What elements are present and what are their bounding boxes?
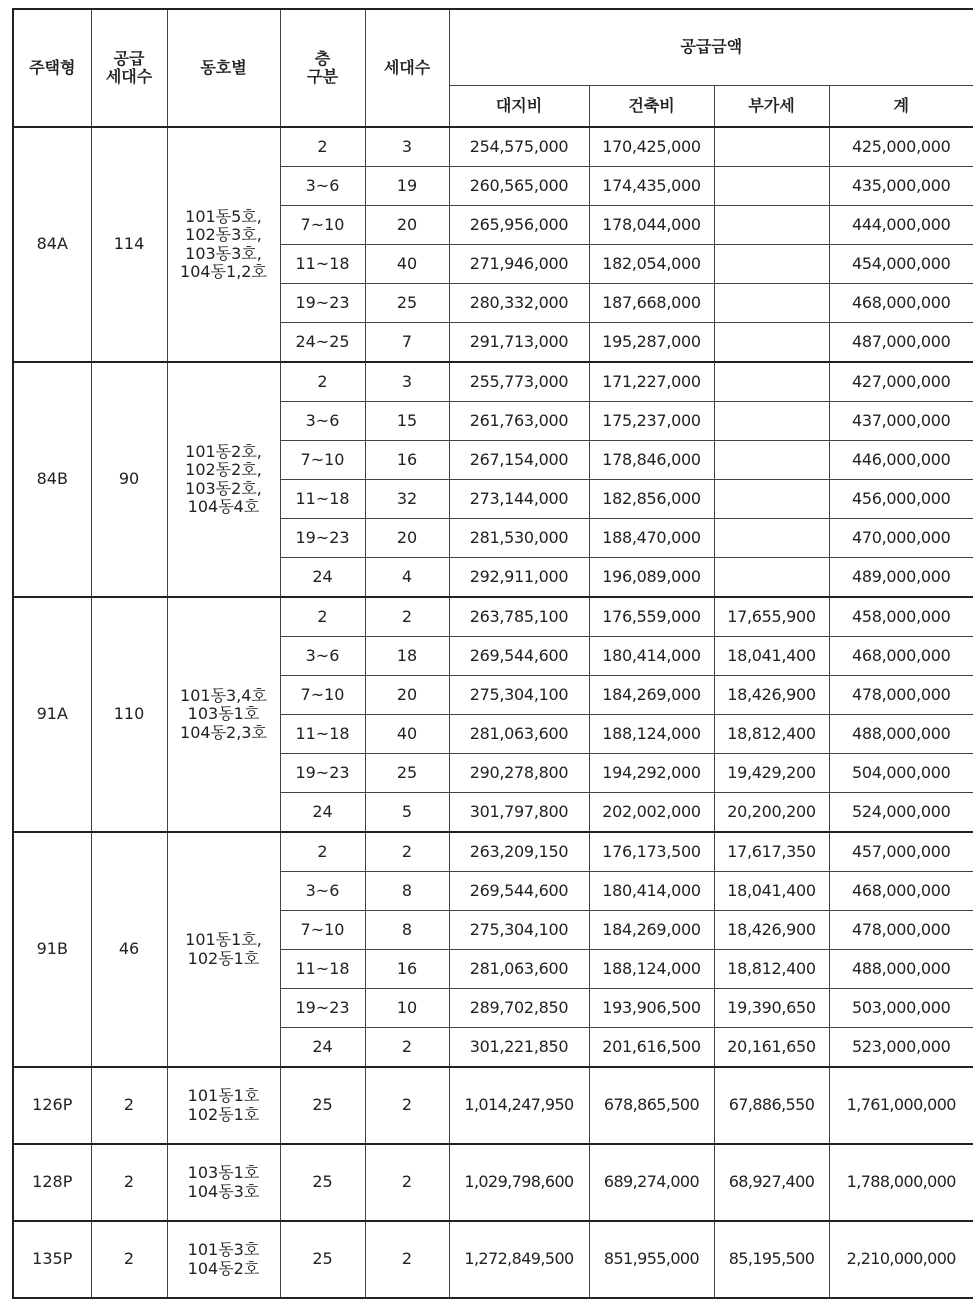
cell-building: 689,274,000 (589, 1144, 714, 1221)
cell-building: 194,292,000 (589, 754, 714, 793)
cell-total: 470,000,000 (829, 519, 973, 558)
cell-vat: 17,617,350 (714, 832, 829, 872)
cell-building: 174,435,000 (589, 167, 714, 206)
cell-units: 7 (365, 323, 449, 363)
cell-vat: 18,812,400 (714, 715, 829, 754)
header-vat: 부가세 (714, 86, 829, 128)
cell-units: 18 (365, 637, 449, 676)
cell-units: 4 (365, 558, 449, 598)
cell-vat (714, 362, 829, 402)
cell-land: 255,773,000 (449, 362, 589, 402)
cell-land: 281,530,000 (449, 519, 589, 558)
header-total: 계 (829, 86, 973, 128)
cell-supply-units: 2 (91, 1067, 167, 1144)
cell-building: 201,616,500 (589, 1028, 714, 1068)
cell-land: 260,565,000 (449, 167, 589, 206)
cell-total: 456,000,000 (829, 480, 973, 519)
cell-land: 281,063,600 (449, 950, 589, 989)
cell-total: 524,000,000 (829, 793, 973, 833)
cell-building: 178,044,000 (589, 206, 714, 245)
cell-floor: 24~25 (280, 323, 365, 363)
cell-building: 170,425,000 (589, 127, 714, 167)
cell-type: 91A (13, 597, 91, 832)
cell-vat: 18,426,900 (714, 676, 829, 715)
cell-total: 488,000,000 (829, 950, 973, 989)
cell-dong-ho: 101동3,4호 103동1호 104동2,3호 (167, 597, 280, 832)
cell-total: 1,761,000,000 (829, 1067, 973, 1144)
cell-supply-units: 46 (91, 832, 167, 1067)
cell-total: 468,000,000 (829, 284, 973, 323)
cell-building: 184,269,000 (589, 911, 714, 950)
cell-building: 182,856,000 (589, 480, 714, 519)
cell-dong-ho: 101동3호 104동2호 (167, 1221, 280, 1298)
cell-vat: 85,195,500 (714, 1221, 829, 1298)
cell-building: 176,173,500 (589, 832, 714, 872)
cell-units: 25 (365, 754, 449, 793)
cell-floor: 3~6 (280, 402, 365, 441)
table-body (13, 127, 973, 1298)
cell-floor: 7~10 (280, 676, 365, 715)
cell-building: 193,906,500 (589, 989, 714, 1028)
cell-total: 427,000,000 (829, 362, 973, 402)
cell-land: 265,956,000 (449, 206, 589, 245)
cell-floor: 19~23 (280, 284, 365, 323)
cell-floor: 19~23 (280, 989, 365, 1028)
cell-total: 457,000,000 (829, 832, 973, 872)
cell-building: 187,668,000 (589, 284, 714, 323)
cell-vat (714, 402, 829, 441)
cell-dong-ho: 101동2호, 102동2호, 103동2호, 104동4호 (167, 362, 280, 597)
cell-vat: 18,041,400 (714, 637, 829, 676)
cell-building: 188,124,000 (589, 715, 714, 754)
cell-building: 851,955,000 (589, 1221, 714, 1298)
cell-vat: 67,886,550 (714, 1067, 829, 1144)
cell-vat (714, 245, 829, 284)
cell-units: 3 (365, 127, 449, 167)
header-dong-ho: 동호별 (167, 9, 280, 127)
cell-total: 446,000,000 (829, 441, 973, 480)
cell-vat (714, 441, 829, 480)
cell-total: 478,000,000 (829, 911, 973, 950)
cell-vat (714, 558, 829, 598)
cell-total: 425,000,000 (829, 127, 973, 167)
cell-building: 188,470,000 (589, 519, 714, 558)
cell-building: 182,054,000 (589, 245, 714, 284)
cell-units: 20 (365, 676, 449, 715)
cell-land: 301,221,850 (449, 1028, 589, 1068)
cell-floor: 25 (280, 1221, 365, 1298)
cell-building: 195,287,000 (589, 323, 714, 363)
cell-vat: 18,426,900 (714, 911, 829, 950)
cell-total: 437,000,000 (829, 402, 973, 441)
table-row (13, 127, 973, 167)
cell-vat: 19,390,650 (714, 989, 829, 1028)
cell-floor: 2 (280, 362, 365, 402)
cell-floor: 2 (280, 832, 365, 872)
cell-floor: 11~18 (280, 950, 365, 989)
cell-vat: 18,041,400 (714, 872, 829, 911)
table-row (13, 1067, 973, 1144)
cell-total: 454,000,000 (829, 245, 973, 284)
table-row (13, 597, 973, 637)
header-land: 대지비 (449, 86, 589, 128)
price-table-container (12, 8, 973, 1299)
cell-building: 184,269,000 (589, 676, 714, 715)
cell-building: 202,002,000 (589, 793, 714, 833)
cell-total: 487,000,000 (829, 323, 973, 363)
cell-units: 2 (365, 1028, 449, 1068)
cell-units: 32 (365, 480, 449, 519)
cell-land: 271,946,000 (449, 245, 589, 284)
cell-land: 263,785,100 (449, 597, 589, 637)
cell-land: 290,278,800 (449, 754, 589, 793)
cell-land: 273,144,000 (449, 480, 589, 519)
cell-units: 2 (365, 1067, 449, 1144)
cell-type: 84A (13, 127, 91, 362)
cell-building: 171,227,000 (589, 362, 714, 402)
table-row (13, 362, 973, 402)
cell-floor: 11~18 (280, 480, 365, 519)
cell-floor: 2 (280, 127, 365, 167)
cell-floor: 24 (280, 558, 365, 598)
header-floor: 층 구분 (280, 9, 365, 127)
cell-floor: 11~18 (280, 715, 365, 754)
cell-land: 269,544,600 (449, 872, 589, 911)
cell-floor: 2 (280, 597, 365, 637)
cell-total: 468,000,000 (829, 872, 973, 911)
cell-land: 261,763,000 (449, 402, 589, 441)
cell-land: 269,544,600 (449, 637, 589, 676)
cell-units: 25 (365, 284, 449, 323)
cell-vat (714, 206, 829, 245)
header-type: 주택형 (13, 9, 91, 127)
cell-units: 10 (365, 989, 449, 1028)
cell-land: 263,209,150 (449, 832, 589, 872)
cell-type: 135P (13, 1221, 91, 1298)
cell-units: 2 (365, 832, 449, 872)
cell-units: 40 (365, 715, 449, 754)
cell-floor: 19~23 (280, 754, 365, 793)
cell-total: 444,000,000 (829, 206, 973, 245)
cell-building: 175,237,000 (589, 402, 714, 441)
cell-vat: 68,927,400 (714, 1144, 829, 1221)
cell-type: 84B (13, 362, 91, 597)
cell-units: 5 (365, 793, 449, 833)
header-supply-units: 공급 세대수 (91, 9, 167, 127)
cell-land: 275,304,100 (449, 676, 589, 715)
cell-floor: 24 (280, 1028, 365, 1068)
cell-land: 1,014,247,950 (449, 1067, 589, 1144)
cell-building: 180,414,000 (589, 872, 714, 911)
cell-type: 126P (13, 1067, 91, 1144)
cell-floor: 7~10 (280, 206, 365, 245)
cell-vat: 20,200,200 (714, 793, 829, 833)
table-row (13, 1221, 973, 1298)
cell-units: 8 (365, 872, 449, 911)
cell-units: 16 (365, 441, 449, 480)
cell-land: 1,272,849,500 (449, 1221, 589, 1298)
cell-floor: 19~23 (280, 519, 365, 558)
cell-building: 180,414,000 (589, 637, 714, 676)
table-row (13, 1144, 973, 1221)
cell-land: 291,713,000 (449, 323, 589, 363)
cell-total: 478,000,000 (829, 676, 973, 715)
cell-units: 40 (365, 245, 449, 284)
cell-vat (714, 127, 829, 167)
cell-units: 20 (365, 519, 449, 558)
cell-vat: 17,655,900 (714, 597, 829, 637)
cell-total: 523,000,000 (829, 1028, 973, 1068)
cell-units: 2 (365, 1221, 449, 1298)
cell-units: 15 (365, 402, 449, 441)
cell-vat (714, 284, 829, 323)
header-amount: 공급금액 (449, 9, 973, 86)
cell-total: 504,000,000 (829, 754, 973, 793)
cell-supply-units: 114 (91, 127, 167, 362)
cell-units: 2 (365, 597, 449, 637)
cell-vat (714, 519, 829, 558)
cell-floor: 25 (280, 1067, 365, 1144)
supply-price-table (12, 8, 973, 1299)
cell-vat: 18,812,400 (714, 950, 829, 989)
cell-units: 8 (365, 911, 449, 950)
cell-vat (714, 323, 829, 363)
cell-total: 2,210,000,000 (829, 1221, 973, 1298)
cell-total: 488,000,000 (829, 715, 973, 754)
cell-land: 254,575,000 (449, 127, 589, 167)
cell-total: 458,000,000 (829, 597, 973, 637)
cell-land: 275,304,100 (449, 911, 589, 950)
cell-vat: 19,429,200 (714, 754, 829, 793)
cell-total: 489,000,000 (829, 558, 973, 598)
cell-floor: 7~10 (280, 911, 365, 950)
cell-units: 20 (365, 206, 449, 245)
cell-type: 91B (13, 832, 91, 1067)
cell-floor: 11~18 (280, 245, 365, 284)
cell-total: 435,000,000 (829, 167, 973, 206)
cell-total: 503,000,000 (829, 989, 973, 1028)
cell-vat: 20,161,650 (714, 1028, 829, 1068)
cell-land: 267,154,000 (449, 441, 589, 480)
cell-vat (714, 167, 829, 206)
cell-land: 289,702,850 (449, 989, 589, 1028)
cell-land: 301,797,800 (449, 793, 589, 833)
cell-building: 176,559,000 (589, 597, 714, 637)
cell-floor: 3~6 (280, 637, 365, 676)
cell-vat (714, 480, 829, 519)
cell-total: 1,788,000,000 (829, 1144, 973, 1221)
table-row (13, 832, 973, 872)
header-building: 건축비 (589, 86, 714, 128)
cell-units: 3 (365, 362, 449, 402)
cell-floor: 25 (280, 1144, 365, 1221)
cell-land: 281,063,600 (449, 715, 589, 754)
cell-land: 280,332,000 (449, 284, 589, 323)
cell-dong-ho: 101동1호, 102동1호 (167, 832, 280, 1067)
cell-land: 1,029,798,600 (449, 1144, 589, 1221)
cell-units: 2 (365, 1144, 449, 1221)
cell-floor: 3~6 (280, 167, 365, 206)
cell-building: 178,846,000 (589, 441, 714, 480)
cell-building: 196,089,000 (589, 558, 714, 598)
cell-building: 678,865,500 (589, 1067, 714, 1144)
cell-building: 188,124,000 (589, 950, 714, 989)
cell-floor: 3~6 (280, 872, 365, 911)
cell-units: 19 (365, 167, 449, 206)
cell-supply-units: 90 (91, 362, 167, 597)
cell-dong-ho: 103동1호 104동3호 (167, 1144, 280, 1221)
cell-supply-units: 110 (91, 597, 167, 832)
header-row-top (13, 9, 973, 86)
cell-dong-ho: 101동5호, 102동3호, 103동3호, 104동1,2호 (167, 127, 280, 362)
cell-units: 16 (365, 950, 449, 989)
cell-supply-units: 2 (91, 1144, 167, 1221)
cell-land: 292,911,000 (449, 558, 589, 598)
cell-total: 468,000,000 (829, 637, 973, 676)
cell-supply-units: 2 (91, 1221, 167, 1298)
cell-dong-ho: 101동1호 102동1호 (167, 1067, 280, 1144)
header-units: 세대수 (365, 9, 449, 127)
cell-floor: 24 (280, 793, 365, 833)
cell-type: 128P (13, 1144, 91, 1221)
cell-floor: 7~10 (280, 441, 365, 480)
